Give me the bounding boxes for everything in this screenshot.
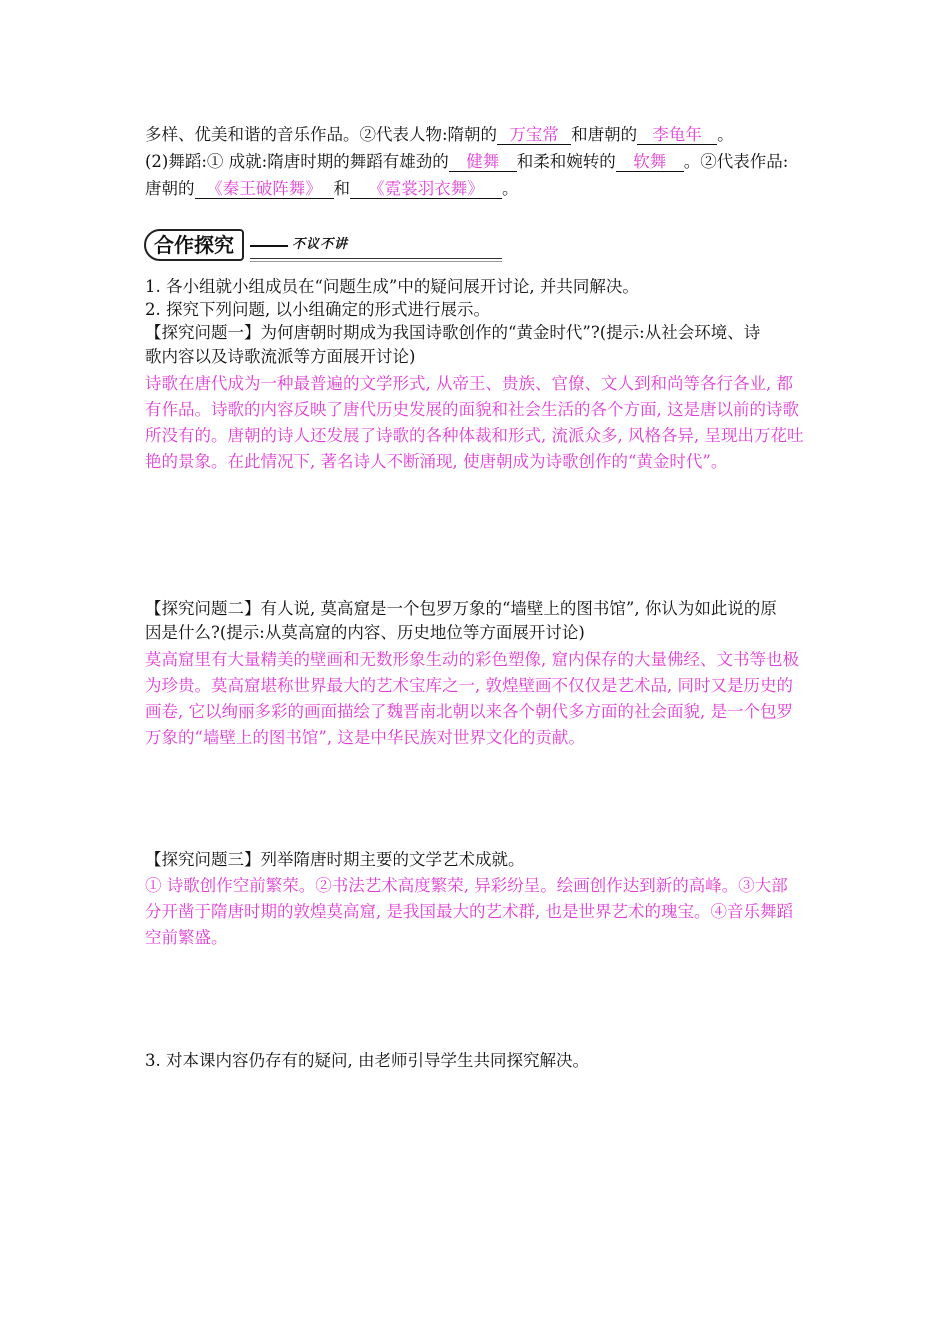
q1-answer-line-4: 艳的景象。在此情况下, 著名诗人不断涌现, 使唐朝成为诗歌创作的“黄金时代”。 <box>145 452 728 471</box>
step-2: 2. 探究下列问题, 以小组确定的形式进行展示。 <box>145 300 490 319</box>
q1-answer-line-2: 有作品。诗歌的内容反映了唐代历史发展的面貌和社会生活的各个方面, 这是唐以前的诗歌 <box>145 400 799 419</box>
q2-line-1: 【探究问题二】有人说, 莫高窟是一个包罗万象的“墙壁上的图书馆”, 你认为如此说的原 <box>145 599 777 618</box>
q2-answer-line-2: 为珍贵。莫高窟堪称世界最大的艺术宝库之一, 敦煌壁画不仅仅是艺术品, 同时又是历史的 <box>145 676 793 695</box>
tang-figure-blank: 李龟年 <box>637 125 717 145</box>
q2-answer-line-1: 莫高窟里有大量精美的壁画和无数形象生动的彩色塑像, 窟内保存的大量佛经、文书等也极 <box>145 650 799 669</box>
dance-work1-blank: 《秦王破阵舞》 <box>195 179 334 199</box>
section-title: 合作探究 <box>144 229 244 261</box>
music-mid: 和唐朝的 <box>571 125 638 144</box>
q1-answer-line-3: 所没有的。唐朝的诗人还发展了诗歌的各种体裁和形式, 流派众多, 风格各异, 呈现出万花吐 <box>145 426 804 445</box>
section-subtitle: 不议不讲 <box>292 237 349 252</box>
dance-line2-prefix: 唐朝的 <box>145 179 195 198</box>
soft-dance-blank: 软舞 <box>616 152 684 172</box>
dance-achievement-line <box>145 151 788 173</box>
q2-line-2: 因是什么?(提示:从莫高窟的内容、历史地位等方面展开讨论) <box>145 623 585 642</box>
dance-works-line <box>145 178 519 200</box>
vigorous-dance-blank: 健舞 <box>449 152 517 172</box>
dance-line2-end: 。 <box>502 179 519 198</box>
q3-answer-line-3: 空前繁盛。 <box>145 928 228 947</box>
music-prefix: 多样、优美和谐的音乐作品。②代表人物:隋朝的 <box>145 125 498 144</box>
header-dash <box>250 245 288 247</box>
q1-line-2: 歌内容以及诗歌流派等方面展开讨论) <box>145 347 416 366</box>
q3-answer-line-1: ① 诗歌创作空前繁荣。②书法艺术高度繁荣, 异彩纷呈。绘画创作达到新的高峰。③大部 <box>145 876 788 895</box>
dance-line1-end: 。②代表作品: <box>683 152 789 171</box>
q3-answer-line-2: 分开凿于隋唐时期的敦煌莫高窟, 是我国最大的艺术群, 也是世界艺术的瑰宝。④音乐舞蹈 <box>145 902 793 921</box>
q1-line-1: 【探究问题一】为何唐朝时期成为我国诗歌创作的“黄金时代”?(提示:从社会环境、诗 <box>145 323 761 342</box>
q2-answer-line-3: 画卷, 它以绚丽多彩的画面描绘了魏晋南北朝以来各个朝代多方面的社会面貌, 是一个包罗 <box>145 702 793 721</box>
dance-mid: 和柔和婉转的 <box>516 152 616 171</box>
step-1: 1. 各小组就小组成员在“问题生成”中的疑问展开讨论, 并共同解决。 <box>145 277 639 296</box>
sui-figure-blank: 万宝常 <box>497 125 571 145</box>
q2-answer-line-4: 万象的“墙壁上的图书馆”, 这是中华民族对世界文化的贡献。 <box>145 728 585 747</box>
q3-line-1: 【探究问题三】列举隋唐时期主要的文学艺术成就。 <box>145 850 525 869</box>
step-3: 3. 对本课内容仍存有的疑问, 由老师引导学生共同探究解决。 <box>145 1051 589 1070</box>
music-end: 。 <box>717 125 734 144</box>
q1-answer-line-1: 诗歌在唐代成为一种最普遍的文学形式, 从帝王、贵族、官僚、文人到和尚等各行各业, 都 <box>145 374 793 393</box>
header-underline-shadow <box>250 261 502 262</box>
dance-prefix: (2)舞蹈:① 成就:隋唐时期的舞蹈有雄劲的 <box>145 152 449 171</box>
dance-work2-blank: 《霓裳羽衣舞》 <box>350 179 502 199</box>
header-underline <box>250 258 502 259</box>
music-representatives-line <box>145 124 734 146</box>
dance-line2-mid: 和 <box>333 179 350 198</box>
section-header <box>140 224 370 264</box>
